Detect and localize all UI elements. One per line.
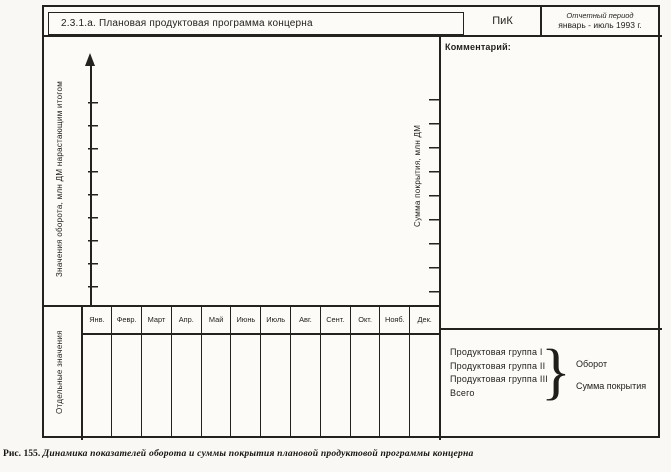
month-value-cell [291, 335, 321, 439]
month-header: Февр. [112, 307, 142, 334]
right-axis-ticks [429, 99, 439, 297]
legend-measure: Сумма покрытия [576, 381, 647, 391]
y-axis-right-label: Сумма покрытия, млн ДМ [413, 124, 423, 228]
report-period-label: Отчетный период [566, 11, 634, 20]
legend-item: Продуктовая группа III [450, 374, 548, 384]
month-header-row [83, 307, 440, 334]
month-header: Июнь [231, 307, 261, 334]
left-axis-ticks [88, 102, 98, 292]
month-value-cell [261, 335, 291, 439]
month-header: Апр. [172, 307, 202, 334]
row-label: Отдельные значения [55, 330, 65, 414]
figure-caption-text: Динамика показателей оборота и суммы покрытия плановой продуктовой программы концерна [42, 448, 474, 459]
month-header: Май [202, 307, 232, 334]
month-value-cell [202, 335, 232, 439]
month-value-cell [142, 335, 172, 439]
month-value-cell [231, 335, 261, 439]
header-bottom-line [44, 35, 662, 37]
legend-item: Продуктовая группа II [450, 360, 546, 371]
month-value-cell [321, 335, 351, 439]
month-value-cell [410, 335, 439, 439]
brace-icon: } [541, 338, 571, 406]
legend [450, 347, 548, 398]
month-header: Окт. [351, 307, 381, 334]
month-header: Авг. [291, 307, 321, 334]
comment-label: Комментарий: [445, 42, 512, 52]
month-header: Сент. [321, 307, 351, 334]
legend-measure: Оборот [576, 359, 608, 369]
comment-bottom-line [440, 328, 662, 330]
month-header: Дек. [417, 315, 432, 325]
figure-number: Рис. 155. [3, 448, 41, 459]
legend-item: Продуктовая группа I [450, 347, 543, 357]
month-value-cell [380, 335, 410, 439]
month-value-row [83, 335, 440, 439]
axis-arrow-icon [85, 53, 95, 66]
month-value-cell [172, 335, 202, 439]
month-value-cell [351, 335, 381, 439]
report-period-value: январь - июль 1993 г. [558, 20, 642, 31]
y-axis-left-label: Значения оборота, млн ДМ нарастающим итогом [55, 81, 65, 278]
chart-panel-divider [439, 35, 441, 440]
month-header: Март [142, 307, 172, 334]
planning-form [42, 5, 660, 438]
month-value-cell [83, 335, 113, 439]
month-header: Нояб. [380, 307, 410, 334]
report-period-cell [540, 7, 660, 35]
form-title: 2.3.1.а. Плановая продуктовая программа концерна [48, 12, 464, 35]
month-header: Янв. [83, 307, 113, 334]
legend-item: Всего [450, 387, 475, 398]
month-value-cell [112, 335, 142, 439]
figure-caption [3, 448, 474, 459]
pik-logo: ПиК [492, 15, 513, 27]
month-header: Июль [261, 307, 291, 334]
